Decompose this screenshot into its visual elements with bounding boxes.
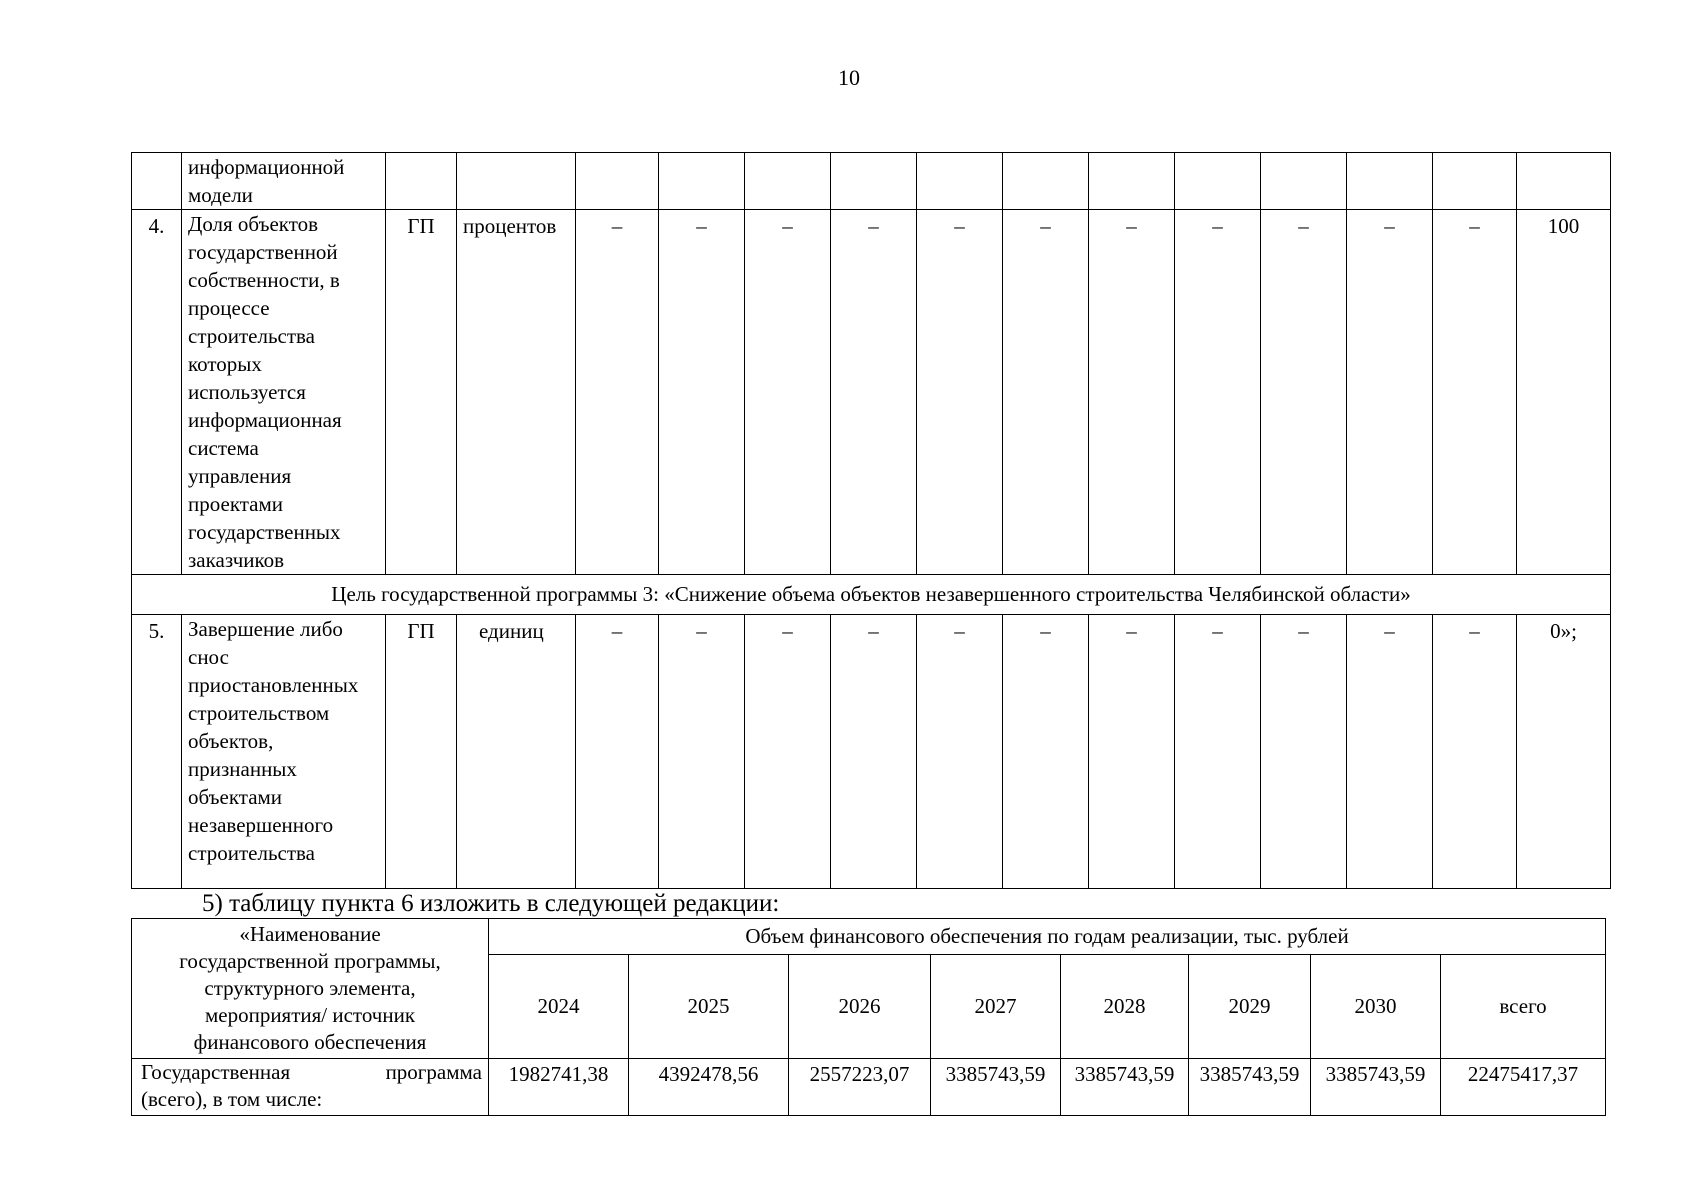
goal-row	[132, 575, 1611, 615]
amount-cell: 2557223,07	[789, 1059, 931, 1116]
finance-table	[131, 918, 1606, 1116]
year-header: 2028	[1061, 955, 1189, 1059]
value-cell: –	[745, 210, 831, 575]
table-row	[132, 210, 1611, 575]
name-line: государственной	[188, 240, 338, 264]
table-row	[132, 1059, 1606, 1116]
indicator-name-cell	[182, 153, 386, 210]
value-cell: –	[1089, 615, 1175, 889]
unit-cell: процентов	[457, 210, 576, 575]
program-goal: Цель государственной программы 3: «Снижение объема объектов незавершенного строительства Челябинской области»	[132, 575, 1611, 615]
amount-cell: 3385743,59	[931, 1059, 1061, 1116]
name-line: проектами	[188, 492, 284, 516]
year-header: 2026	[789, 955, 931, 1059]
indicator-name-cell	[182, 615, 386, 889]
name-line: незавершенного	[188, 813, 334, 837]
name-line: строительства	[188, 324, 316, 348]
amount-cell: 3385743,59	[1189, 1059, 1311, 1116]
year-header: 2027	[931, 955, 1061, 1059]
value-cell: –	[659, 210, 745, 575]
funding-header: Объем финансового обеспечения по годам реализации, тыс. рублей	[489, 919, 1606, 955]
amount-cell: 3385743,59	[1311, 1059, 1441, 1116]
table-header-row	[132, 919, 1606, 955]
name-line: строительством	[188, 701, 330, 725]
value-cell: –	[1433, 210, 1517, 575]
row-number: 4.	[132, 210, 182, 575]
row-number: 5.	[132, 615, 182, 889]
name-line: приостановленных	[188, 673, 359, 697]
page-number: 10	[838, 65, 860, 90]
name-line: Завершение либо	[188, 617, 343, 641]
target-value-cell: 100	[1517, 210, 1611, 575]
value-cell: –	[1175, 210, 1261, 575]
value-cell: –	[745, 615, 831, 889]
indicator-table	[131, 152, 1611, 889]
value-cell: –	[1175, 615, 1261, 889]
name-line: модели	[188, 183, 253, 207]
value-cell: –	[1003, 615, 1089, 889]
name-line: Доля объектов	[188, 212, 319, 236]
value-cell: –	[831, 210, 917, 575]
name-line: процессе	[188, 296, 270, 320]
program-level: ГП	[386, 615, 457, 889]
amount-cell: 3385743,59	[1061, 1059, 1189, 1116]
value-cell: –	[1433, 615, 1517, 889]
value-cell: –	[1003, 210, 1089, 575]
value-cell: –	[1261, 615, 1347, 889]
year-header: 2030	[1311, 955, 1441, 1059]
name-line: государственных	[188, 520, 341, 544]
intro-text: 5) таблицу пункта 6 изложить в следующей редакции:	[202, 890, 780, 917]
name-line: снос	[188, 645, 229, 669]
value-cell: –	[831, 615, 917, 889]
value-cell: –	[1089, 210, 1175, 575]
value-cell: –	[1347, 615, 1433, 889]
total-amount-cell: 22475417,37	[1441, 1059, 1606, 1116]
amount-cell: 4392478,56	[629, 1059, 789, 1116]
year-header: 2025	[629, 955, 789, 1059]
name-line: информационная	[188, 408, 342, 432]
program-level: ГП	[386, 210, 457, 575]
program-name-cell: Государственная программа (всего), в том числе:	[132, 1059, 489, 1116]
value-cell: –	[1347, 210, 1433, 575]
amount-cell: 1982741,38	[489, 1059, 629, 1116]
name-line: собственности, в	[188, 268, 340, 292]
name-line: управления	[188, 464, 292, 488]
value-cell: –	[917, 615, 1003, 889]
name-line: строительства	[188, 841, 316, 865]
year-header: 2029	[1189, 955, 1311, 1059]
name-column-header: «Наименование государственной программы, структурного элемента, мероприятия/ источник финансового обеспечения	[132, 919, 489, 1059]
value-cell: –	[659, 615, 745, 889]
target-value-cell: 0»;	[1517, 615, 1611, 889]
value-cell: –	[576, 615, 659, 889]
name-line: объектами	[188, 785, 283, 809]
name-line: объектов,	[188, 729, 274, 753]
year-header: 2024	[489, 955, 629, 1059]
unit-cell: единиц	[457, 615, 576, 889]
total-header: всего	[1441, 955, 1606, 1059]
name-line: система	[188, 436, 259, 460]
name-line: информационной	[188, 155, 345, 179]
indicator-name-cell	[182, 210, 386, 575]
value-cell: –	[1261, 210, 1347, 575]
value-cell: –	[917, 210, 1003, 575]
table-row	[132, 615, 1611, 889]
name-line: признанных	[188, 757, 297, 781]
name-line: используется	[188, 380, 306, 404]
name-line: заказчиков	[188, 548, 285, 572]
table-row	[132, 153, 1611, 210]
value-cell: –	[576, 210, 659, 575]
name-line: которых	[188, 352, 262, 376]
